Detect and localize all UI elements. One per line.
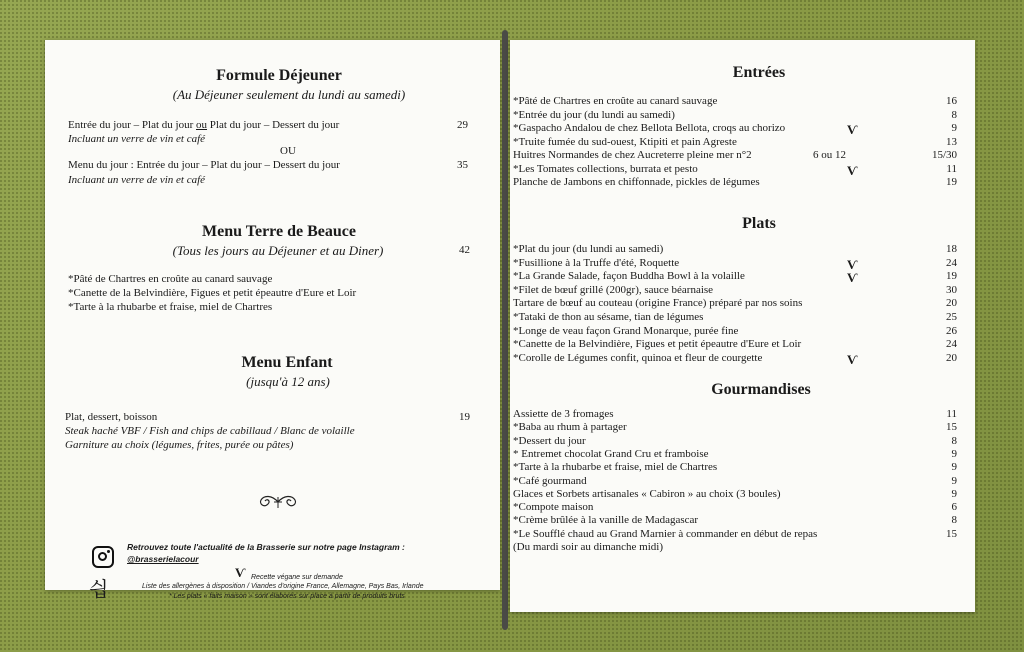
- vegan-icon: Ѵ: [847, 122, 858, 137]
- menu-row: [510, 297, 975, 311]
- entrees-title: Entrées: [732, 64, 786, 81]
- brand-logo-icon: 싑: [89, 577, 109, 601]
- menu-item-quantity: 6 ou 12: [813, 149, 846, 161]
- menu-item-price: 24: [946, 256, 957, 269]
- menu-row: [510, 338, 975, 352]
- menu-item-price: 9: [951, 487, 957, 500]
- menu-item-name: *Corolle de Légumes confit, quinoa et fleur de courgette: [513, 351, 763, 364]
- binder-spine: [502, 30, 508, 630]
- menu-item-name: *Plat du jour (du lundi au samedi): [513, 243, 664, 255]
- menu-item-price: 18: [946, 243, 957, 255]
- gourmandises-title: Gourmandises: [711, 381, 811, 398]
- terre-title: Menu Terre de Beauce: [202, 223, 356, 240]
- menu-row: [510, 435, 975, 449]
- menu-item-price: 15: [946, 527, 957, 540]
- formule-or: OU: [280, 145, 296, 157]
- menu-item-name: Assiette de 3 fromages: [513, 408, 614, 420]
- terre-item: *Canette de la Belvindière, Figues et petit épeautre d'Eure et Loir: [68, 287, 357, 299]
- terre-price: 42: [459, 244, 470, 256]
- menu-item-name: *Tarte à la rhubarbe et fraise, miel de Chartres: [513, 461, 718, 474]
- menu-item-name: *Dessert du jour: [513, 434, 586, 447]
- vegan-icon: Ѵ: [235, 565, 246, 580]
- instagram-icon[interactable]: [92, 546, 114, 568]
- formule-title: Formule Déjeuner: [216, 67, 342, 84]
- menu-item-price: 9: [951, 122, 957, 134]
- menu-item-price: 11: [946, 162, 957, 175]
- menu-item-name: *Tataki de thon au sésame, tian de légumes: [513, 311, 704, 323]
- menu-item-price: 15/30: [931, 149, 957, 161]
- enfant-subtitle: (jusqu'à 12 ans): [246, 374, 330, 389]
- menu-item-name: *Longe de veau façon Grand Monarque, purée fine: [513, 324, 739, 337]
- menu-item-name: Planche de Jambons en chiffonnade, pickles de légumes: [513, 176, 760, 188]
- menu-row: [510, 421, 975, 435]
- enfant-title: Menu Enfant: [241, 354, 333, 371]
- enfant-line2: Steak haché VBF / Fish and chips de cabillaud / Blanc de volaille: [65, 425, 355, 437]
- menu-item-name: *La Grande Salade, façon Buddha Bowl à la volaille: [513, 270, 745, 283]
- menu-row: [510, 352, 975, 366]
- menu-item-price: 8: [951, 434, 957, 447]
- menu-row: [510, 270, 975, 284]
- menu-row: [510, 488, 975, 502]
- formule-option2-price: 35: [457, 159, 468, 171]
- menu-item-price: 20: [946, 351, 957, 364]
- menu-item-name: *Fusillione à la Truffe d'été, Roquette: [513, 256, 680, 269]
- menu-row: [510, 461, 975, 475]
- terre-item: *Pâté de Chartres en croûte au canard sauvage: [68, 273, 273, 285]
- menu-row: [510, 325, 975, 339]
- enfant-line3: Garniture au choix (légumes, frites, purée ou pâtes): [65, 439, 294, 451]
- right-menu-page: [510, 40, 975, 612]
- menu-item-price: 16: [946, 95, 957, 107]
- menu-item-name: Huitres Normandes de chez Aucreterre pleine mer n°2: [513, 149, 752, 161]
- formule-subtitle: (Au Déjeuner seulement du lundi au samedi): [172, 87, 406, 102]
- menu-item-price: 6: [951, 501, 957, 514]
- formule-option1-a: Entrée du jour – Plat du jour: [68, 119, 197, 131]
- menu-row: [510, 501, 975, 515]
- menu-item-price: 20: [946, 297, 957, 310]
- menu-row: [510, 257, 975, 271]
- menu-item-name: *Baba au rhum à partager: [513, 421, 627, 434]
- menu-row: [510, 448, 975, 462]
- menu-row: [510, 95, 975, 109]
- menu-item-name: *Crème brûlée à la vanille de Madagascar: [513, 514, 699, 527]
- formule-option1-ou: ou: [196, 119, 208, 131]
- menu-item-name: *Truite fumée du sud-ouest, Ktipiti et pain Agreste: [513, 135, 737, 148]
- formule-option1: [68, 119, 339, 133]
- menu-item-price: 19: [946, 176, 957, 188]
- menu-item-price: 24: [946, 338, 957, 351]
- vegan-icon: Ѵ: [847, 162, 858, 178]
- formule-option1-price: 29: [457, 119, 468, 131]
- formule-option1-b: Plat du jour – Dessert du jour: [207, 119, 340, 131]
- allergens-note: Liste des allergènes à disposition / Viandes d'origine France, Allemagne, Pays Bas, Irlande: [142, 583, 424, 590]
- menu-item-name: *Canette de la Belvindière, Figues et petit épeautre d'Eure et Loir: [513, 338, 802, 351]
- left-menu-page: [45, 40, 500, 601]
- menu-item-price: 8: [951, 108, 957, 121]
- menu-item-price: 30: [946, 283, 957, 296]
- menu-item-price: 26: [946, 324, 957, 337]
- menu-row: [510, 149, 975, 163]
- formule-option2: Menu du jour : Entrée du jour – Plat du jour – Dessert du jour: [68, 159, 340, 171]
- menu-item-name: *Entrée du jour (du lundi au samedi): [513, 108, 675, 121]
- menu-item-name: Tartare de bœuf au couteau (origine France) préparé par nos soins: [513, 297, 803, 310]
- menu-item-price: 19: [946, 270, 957, 283]
- menu-item-name: *Gaspacho Andalou de chez Bellota Bellota, croqs au chorizo: [513, 122, 786, 134]
- menu-item-price: 9: [951, 474, 957, 487]
- menu-item-name: (Du mardi soir au dimanche midi): [513, 541, 663, 553]
- menu-item-name: *Café gourmand: [513, 474, 587, 487]
- vegan-icon: Ѵ: [847, 256, 858, 272]
- enfant-price: 19: [459, 411, 470, 423]
- menu-item-name: *Pâté de Chartres en croûte au canard sauvage: [513, 95, 718, 107]
- menu-item-price: 15: [946, 421, 957, 434]
- menu-row: [510, 475, 975, 489]
- menu-row: [510, 163, 975, 177]
- instagram-text: Retrouvez toute l'actualité de la Brasserie sur notre page Instagram :: [127, 542, 405, 552]
- instagram-handle[interactable]: @brasserielacour: [127, 554, 199, 564]
- menu-item-price: 8: [951, 514, 957, 527]
- menu-row: [510, 528, 975, 542]
- menu-row: [510, 109, 975, 123]
- menu-item-name: *Les Tomates collections, burrata et pesto: [513, 162, 698, 175]
- menu-row: [510, 541, 975, 555]
- terre-subtitle: (Tous les jours au Déjeuner et au Diner): [172, 243, 384, 258]
- ornament-icon: [258, 494, 298, 510]
- menu-item-name: *Le Soufflé chaud au Grand Marnier à commander en début de repas: [513, 527, 818, 540]
- menu-item-name: Glaces et Sorbets artisanales « Cabiron » au choix (3 boules): [513, 487, 781, 500]
- terre-item: *Tarte à la rhubarbe et fraise, miel de Chartres: [68, 301, 273, 313]
- menu-row: [510, 122, 975, 136]
- menu-row: [510, 408, 975, 422]
- menu-row: [510, 243, 975, 257]
- menu-item-name: *Filet de bœuf grillé (200gr), sauce béarnaise: [513, 283, 714, 296]
- menu-item-price: 11: [946, 408, 957, 420]
- enfant-line1: Plat, dessert, boisson: [65, 411, 158, 423]
- vegan-note: Recette végane sur demande: [251, 574, 343, 581]
- vegan-icon: Ѵ: [847, 270, 858, 286]
- menu-row: [510, 176, 975, 190]
- plats-title: Plats: [742, 215, 776, 232]
- menu-row: [510, 284, 975, 298]
- maison-note: * Les plats « faits maison » sont élaborés sur place à partir de produits bruts: [169, 593, 405, 600]
- vegan-icon: Ѵ: [847, 351, 858, 367]
- menu-row: [510, 311, 975, 325]
- menu-item-name: *Compote maison: [513, 501, 594, 514]
- menu-item-price: 13: [946, 135, 957, 148]
- menu-row: [510, 514, 975, 528]
- menu-item-price: 9: [951, 447, 957, 460]
- menu-item-name: * Entremet chocolat Grand Cru et framboise: [513, 447, 709, 460]
- menu-item-price: 25: [946, 311, 957, 323]
- formule-option2-note: Incluant un verre de vin et café: [68, 174, 206, 186]
- menu-item-price: 9: [951, 461, 957, 474]
- formule-option1-note: Incluant un verre de vin et café: [68, 133, 206, 145]
- menu-row: [510, 136, 975, 150]
